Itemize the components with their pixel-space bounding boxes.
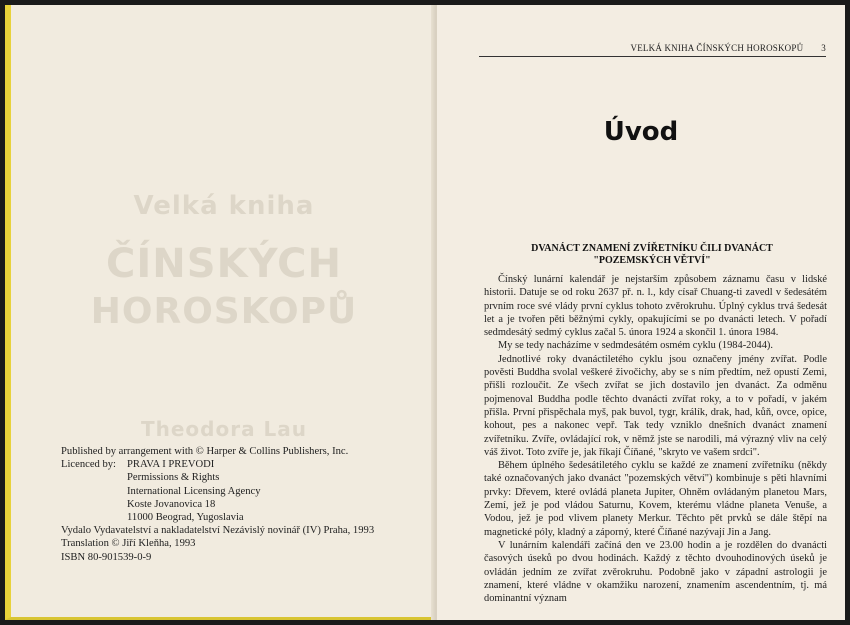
show-through-line: ČÍNSKÝCH bbox=[106, 241, 342, 287]
imprint-licence-line: 11000 Beograd, Yugoslavia bbox=[127, 512, 244, 524]
paragraph: Během úplného šedesátiletého cyklu se každé ze znamení zvířetníku (někdy také označovaných jako dvanáct "pozemských větví") kombinuje s pěti hlavními prvky: Dřevem, které ovládá planeta Jupiter, Ohněm ovládaným planetou Mars, Zemí, jež je pod vládou Saturnu, Kovem, kterému vládne planeta Venuše, a Vodou, jež je pod vlivem planety Merkur. Těchto pět prvků se dále štěpí na magnetické póly, kladný a záporný, které Číňané nazývají Jin a Jang. bbox=[484, 460, 827, 538]
paragraph: Jednotlivé roky dvanáctiletého cyklu jsou označeny jmény zvířat. Podle pověsti Buddha svolal veškeré živočichy, aby se s ním předtím, než opustí Zemi, přišli rozloučit. Ze všech zvířat se jich dostavilo jen dvanáct. Za odměnu pojmenoval Buddha podle těchto dvanácti zvířat roky, a to v pořadí, v jakém přišla. První přispěchala myš, pak buvol, tygr, králík, drak, had, kůň, ovce, opice, kohout, pes a nakonec vepř. Tak tedy vzniklo dnešních dvanáct znamení zvířetníku. Zvíře, ovládající rok, v němž jste se narodili, má výrazný vliv na celý váš život. Toto zvíře je, jak říkají Číňané, "skryto ve vašem srdci". bbox=[484, 353, 827, 458]
imprint-licence-label: Licenced by: bbox=[61, 459, 117, 471]
imprint-licence-line: Permissions & Rights bbox=[127, 472, 220, 484]
section-heading-line: DVANÁCT ZNAMENÍ ZVÍŘETNÍKU ČILI DVANÁCT bbox=[531, 243, 773, 254]
section-heading bbox=[507, 243, 797, 267]
show-through-line: HOROSKOPŮ bbox=[90, 291, 358, 332]
right-page bbox=[437, 5, 845, 620]
paragraph: Čínský lunární kalendář je nejstarším způsobem záznamu času v lidské historii. Datuje se od roku 2637 př. n. l., kdy císař Chuang-ti zavedl v šedesátém prvním roce své vlády první cyklus tohoto zvěrokruhu. Úplný cyklus trvá šedesát let a je tvořen pěti běžnými cykly, opakujícími se po dvanácti letech. V pořadí sedmdesátý sedmý cyklus začal 5. února 1924 a skončil 1. února 1984. bbox=[484, 274, 827, 339]
paragraph: My se tedy nacházíme v sedmdesátém osmém cyklu (1984-2044). bbox=[498, 340, 773, 352]
section-heading-line: "POZEMSKÝCH VĚTVÍ" bbox=[593, 255, 711, 266]
chapter-title: Úvod bbox=[603, 117, 679, 147]
body-text bbox=[484, 273, 827, 605]
imprint-licence-line: Koste Jovanovica 18 bbox=[127, 498, 216, 510]
paragraph: V lunárním kalendáři začíná den ve 23.00 hodin a je rozdělen do dvanácti časových úseků po dvou hodinách. Každý z těchto dvouhodinových úseků je ovládán jedním ze zvířat zvěrokruhu. Podobně jako v západní astrologii je znamení, které vládne v okamžiku narození, znamením ascendentním, tj. má dominantní význam bbox=[484, 539, 827, 605]
imprint-isbn: ISBN 80-901539-0-9 bbox=[61, 551, 152, 563]
imprint-licence-row bbox=[61, 458, 431, 471]
show-through-line: Velká kniha bbox=[133, 191, 315, 221]
left-page bbox=[5, 5, 437, 620]
imprint-publisher: Vydalo Vydavatelství a nakladatelství Nezávislý novinář (IV) Praha, 1993 bbox=[61, 525, 375, 537]
page-number: 3 bbox=[821, 43, 826, 53]
running-head-title: VELKÁ KNIHA ČÍNSKÝCH HOROSKOPŮ bbox=[630, 43, 804, 53]
imprint-translation: Translation © Jiří Kleňha, 1993 bbox=[61, 538, 196, 550]
imprint-licence-line: PRAVA I PREVODI bbox=[127, 459, 215, 471]
imprint-licence-line: International Licensing Agency bbox=[127, 485, 261, 497]
running-header bbox=[479, 43, 826, 57]
imprint-block bbox=[61, 445, 431, 564]
imprint-published: Published by arrangement with © Harper & Collins Publishers, Inc. bbox=[61, 446, 349, 457]
show-through-line: Theodora Lau bbox=[140, 417, 308, 441]
